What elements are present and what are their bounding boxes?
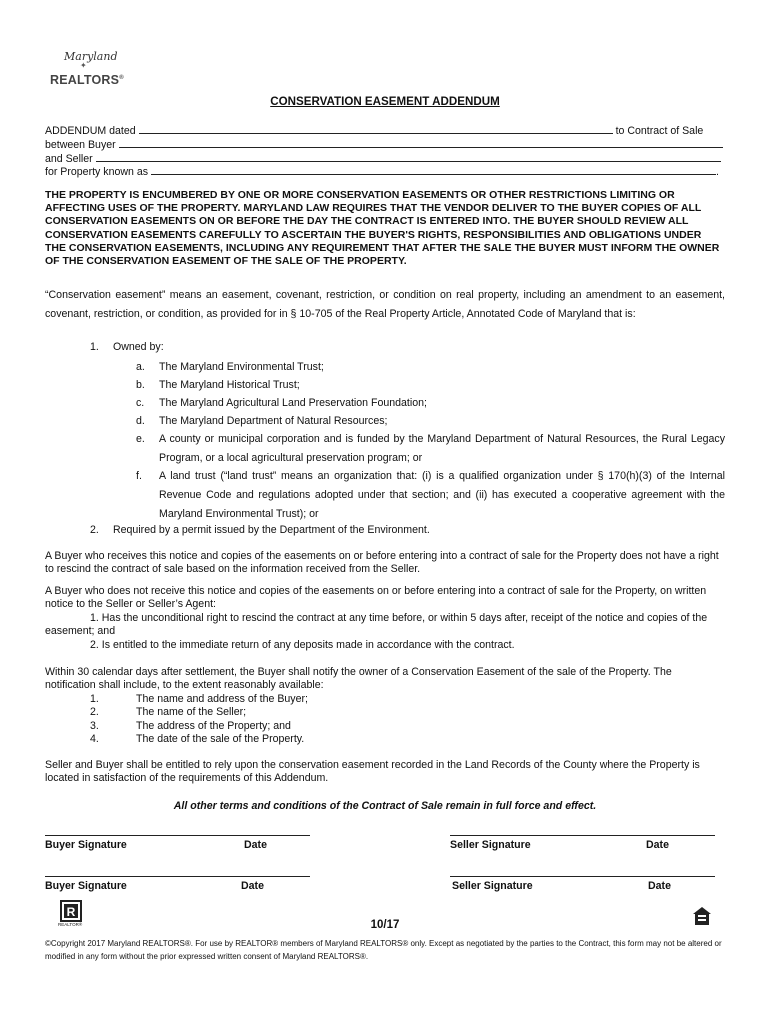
buyer-date-label: Date — [244, 839, 267, 851]
list-item-letter: a. — [136, 361, 145, 373]
seller-signature-label: Seller Signature — [452, 880, 533, 892]
deposit-return-item: 2. Is entitled to the immediate return of any deposits made in accordance with the contract. — [90, 639, 515, 651]
notify-item: The date of the sale of the Property. — [136, 733, 305, 745]
property-label: for Property known as — [45, 166, 149, 178]
notify-item-number: 1. — [90, 693, 99, 705]
notify-item-number: 4. — [90, 733, 99, 745]
equal-housing-icon — [692, 906, 712, 926]
buyer-date-label: Date — [241, 880, 264, 892]
owned-by-label: Owned by: — [113, 341, 164, 353]
seller-signature-line-2[interactable] — [450, 876, 715, 877]
seller-name-field[interactable] — [96, 152, 721, 162]
buyer-row — [45, 138, 725, 152]
property-end-period: . — [716, 166, 719, 178]
buyer-signature-line-2[interactable] — [45, 876, 310, 877]
rely-paragraph: Seller and Buyer shall be entitled to rely upon the conservation easement recorded in the Land Records of the County where the Property is located in satisfaction of the requirements of this Addendum. — [45, 759, 700, 785]
buyer-signature-label: Buyer Signature — [45, 880, 127, 892]
logo-wordmark: REALTORS® — [50, 73, 124, 87]
list-item: A land trust (“land trust” means an organization that: (i) is a qualified organization under § 170(h)(3) of the Internal Revenue Code and regulations adopted under that section; and (ii) has executed a cooperative agreement with the Maryland Environmental Trust); or — [159, 470, 725, 520]
buyer-signature-label: Buyer Signature — [45, 839, 127, 851]
property-address-field[interactable] — [151, 165, 716, 175]
required-by-permit: Required by a permit issued by the Department of the Environment. — [113, 524, 430, 536]
addendum-dated-row — [45, 124, 725, 138]
full-force-statement: All other terms and conditions of the Contract of Sale remain in full force and effect. — [173, 800, 597, 812]
list-item-letter: e. — [136, 433, 145, 445]
property-row — [45, 165, 725, 179]
addendum-dated-label: ADDENDUM dated — [45, 125, 136, 137]
logo-star-icon: ✦ — [80, 61, 87, 70]
buyer-signature-line-1[interactable] — [45, 835, 310, 836]
list-item: A county or municipal corporation and is funded by the Maryland Department of Natural Resources, the Rural Legacy Program, or a local agricultural preservation program; or — [159, 433, 725, 464]
seller-label: and Seller — [45, 153, 93, 165]
notify-item: The name of the Seller; — [136, 706, 247, 718]
page-number: 10/17 — [370, 919, 400, 931]
notify-item-number: 2. — [90, 706, 99, 718]
seller-signature-line-1[interactable] — [450, 835, 715, 836]
list-item-letter: b. — [136, 379, 145, 391]
list-item-letter: c. — [136, 397, 145, 409]
seller-date-label: Date — [646, 839, 669, 851]
list-item-letter: f. — [136, 470, 142, 482]
conservation-easement-definition: “Conservation easement” means an easement, covenant, restriction, or condition on real property, including an amendment to an easement, covenant, restriction, or condition, as provided for in § 10-705 of the Real Property Article, Annotated Code of Maryland that is: — [45, 289, 725, 320]
list-item: The Maryland Department of Natural Resources; — [159, 415, 388, 427]
svg-text:R: R — [66, 905, 76, 919]
conservation-notice: THE PROPERTY IS ENCUMBERED BY ONE OR MORE CONSERVATION EASEMENTS OR OTHER RESTRICTIONS LIMITING OR AFFECTING USES OF THE PROPERTY. MARYLAND LAW REQUIRES THAT THE VENDOR DELIVER TO THE BUYER COPIES OF ALL CONSERVATION EASEMENTS ON OR BEFORE THE DAY THE CONTRACT IS ENTERED INTO. THE BUYER SHOULD REVIEW ALL CONSERVATION EASEMENTS CAREFULLY TO ASCERTAIN THE BUYER'S RIGHTS, RESPONSIBILITIES AND OBLIGATIONS UNDER THE CONSERVATION EASEMENTS, INCLUDING ANY REQUIREMENT THAT AFTER THE SALE THE BUYER MUST INFORM THE OWNER OF THE CONSERVATION EASEMENT OF THE SALE OF THE PROPERTY. — [45, 189, 720, 268]
seller-date-label: Date — [648, 880, 671, 892]
logo-script-text: Maryland — [64, 50, 118, 63]
realtor-mark-caption: REALTOR® — [58, 922, 83, 927]
rescind-right-item: 1. Has the unconditional right to rescind the contract at any time before, or within 5 days after, receipt of the notice and copies of the easement; and — [45, 612, 708, 638]
contract-of-sale-label: to Contract of Sale — [615, 125, 704, 137]
required-number: 2. — [90, 524, 99, 536]
list-item-letter: d. — [136, 415, 145, 427]
list-item: The Maryland Historical Trust; — [159, 379, 300, 391]
buyer-receives-paragraph: A Buyer who receives this notice and copies of the easements on or before entering into a contract of sale for the Property does not have a right to rescind the contract of sale based on the information received from the Seller. — [45, 550, 719, 576]
copyright-notice: ©Copyright 2017 Maryland REALTORS®. For use by REALTOR® members of Maryland REALTORS® only. Except as negotiated by the parties to the Contract, this form may not be altered or modified in any form without the prior expressed written consent of Maryland REALTORS®. — [45, 939, 722, 961]
list-item: The Maryland Agricultural Land Preservation Foundation; — [159, 397, 427, 409]
maryland-realtors-logo — [50, 50, 122, 90]
seller-signature-label: Seller Signature — [450, 839, 531, 851]
page-title: CONSERVATION EASEMENT ADDENDUM — [270, 95, 500, 108]
notify-item: The address of the Property; and — [136, 720, 291, 732]
notify-owner-paragraph: Within 30 calendar days after settlement, the Buyer shall notify the owner of a Conservation Easement of the sale of the Property. The notification shall include, to the extent reasonably available: — [45, 666, 672, 692]
buyer-name-field[interactable] — [119, 138, 723, 148]
notify-item-number: 3. — [90, 720, 99, 732]
notify-item: The name and address of the Buyer; — [136, 693, 308, 705]
buyer-not-receive-paragraph: A Buyer who does not receive this notice and copies of the easements on or before entering into a contract of sale for the Property, on written notice to the Seller or Seller’s Agent: — [45, 585, 707, 611]
list-item: The Maryland Environmental Trust; — [159, 361, 324, 373]
owned-by-number: 1. — [90, 341, 99, 353]
seller-row — [45, 152, 725, 166]
buyer-label: between Buyer — [45, 139, 116, 151]
addendum-date-field[interactable] — [139, 124, 613, 134]
